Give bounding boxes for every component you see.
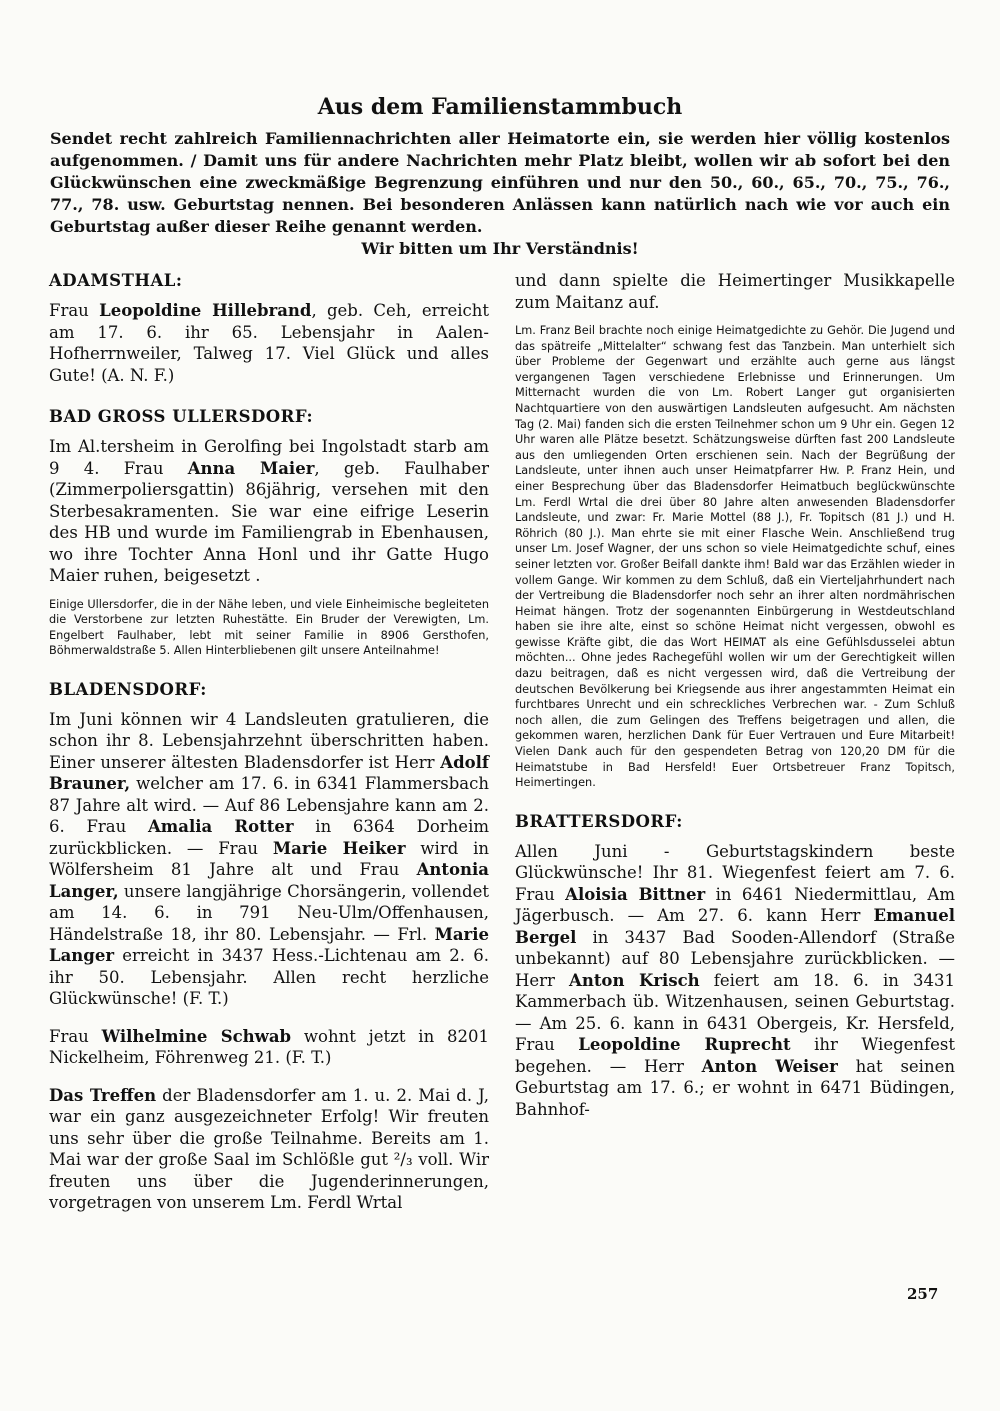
text-run: Im Al.tersheim in Gerolfing bei Ingolstadt starb am 9 4. Frau: [49, 437, 489, 478]
section-brattersdorf: [515, 811, 955, 1121]
ullersdorf-paragraph-2: Einige Ullersdorfer, die in der Nähe leben, und viele Einheimische begleiteten die Verstorbene zur letzten Ruhestätte. Ein Bruder der Verewigten, Lm. Engelbert Faulhaber, lebt mit seiner Familie in 8906 Gersthofen, Böhmerwaldstraße 5. Allen Hinterbliebenen gilt unsere Anteilnahme!: [49, 597, 489, 658]
bladensdorf-paragraph-3: [49, 1085, 489, 1214]
event-title: Das Treffen: [49, 1085, 157, 1105]
text-run: welcher am 17. 6. in 6341 Flammersbach 87 Jahre alt wird. — Auf 86 Lebensjahre kann am 2. 6. Frau: [49, 774, 489, 837]
person-name: Anton Weiser: [701, 1056, 838, 1076]
person-name: Adolf Brauner,: [49, 752, 489, 794]
text-run: unsere langjährige Chorsängerin, vollendet am 14. 6. in 791 Neu-Ulm/Offenhausen, Händelstraße 18, ihr 80. Lebensjahr. — Frl.: [49, 881, 489, 944]
text-run: in 6364 Dorheim zurückblicken. — Frau: [49, 817, 489, 858]
text-run: hat seinen Geburtstag am 17. 6.; er wohnt in 6471 Büdingen, Bahnhof-: [515, 1056, 955, 1119]
person-name: Wilhelmine Schwab: [101, 1026, 292, 1046]
person-name: Marie Heiker: [272, 838, 406, 858]
text-run: ihr Wiegenfest begehen. — Herr: [515, 1035, 956, 1076]
page-title: Aus dem Familienstammbuch: [317, 94, 683, 120]
ullersdorf-paragraph-1: [49, 436, 489, 587]
person-name: Aloisia Bittner: [565, 884, 706, 904]
section-bad-gross-ullersdorf: [49, 406, 489, 659]
text-run: feiert am 18. 6. in 3431 Kammerbach üb. Witzenhausen, seinen Geburtstag. — Am 25. 6. kann in 6431 Obergeis, Kr. Hersfeld, Frau: [515, 970, 955, 1055]
text-run: Allen Juni - Geburtstagskindern beste Glückwünsche! Ihr 81. Wiegenfest feiert am 7. 6. Frau: [515, 841, 955, 904]
intro-closing: Wir bitten um Ihr Verständnis!: [361, 239, 639, 258]
person-name: Anton Krisch: [569, 970, 700, 990]
treffen-report: Lm. Franz Beil brachte noch einige Heimatgedichte zu Gehör. Die Jugend und das spätreife „Mittelalter“ schwang fest das Tanzbein. Man unterhielt sich über Probleme der Gegenwart und erzählte auch gerne aus längst vergangenen Tagen verschiedene Erlebnisse und Erinnerungen. Um Mitternacht wurden die von Lm. Robert Langer gut organisierten Nachtquartiere von den auswärtigen Landsleuten aufgesucht. Am nächsten Tag (2. Mai) fanden sich die ersten Teilnehmer schon um 9 Uhr ein. Gegen 12 Uhr waren alle Plätze besetzt. Schätzungsweise dürften fast 200 Landsleute aus den umliegenden Orten erschienen sein. Nach der Begrüßung der Landsleute, unter ihnen auch unser Heimatpfarrer Hw. P. Franz Hein, und einer Besprechung über das Bladensdorfer Heimatbuch beglückwünschte Lm. Ferdl Wrtal die drei über 80 Jahre alten anwesenden Bladensdorfer Landsleute, und zwar: Fr. Marie Mottel (88 J.), Fr. Topitsch (81 J.) und H. Röhrich (80 J.). Man ehrte sie mit einer Flasche Wein. Anschließend trug unser Lm. Josef Wagner, der uns schon so viele Heimatgedichte schuf, eines seiner letzten vor. Großer Beifall dankte ihm! Bald war das Erzählen wieder in vollem Gange. Wir kommen zu dem Schluß, daß ein Vierteljahrhundert nach der Vertreibung die Bladensdorfer noch sehr an ihrer alten nordmährischen Heimat hängen. Trotz der sogenannten Einbürgerung in Westdeutschland haben sie ihre alte, einst so schöne Heimat nicht vergessen, obwohl es gewisse Kräfte gibt, die das Wort HEIMAT als eine Gefühlsdusselei abtun möchten... Ohne jedes Rachegefühl wollen wir um der Gerechtigkeit willen dazu beitragen, daß es nicht vergessen wird, daß die Vertreibung der deutschen Bevölkerung bei Kriegsende aus ihrer angestammten Heimat ein furchtbares Unrecht und ein schreckliches Verbrechen war. - Zum Schluß noch allen, die zum Gelingen des Treffens beigetragen und allen, die gekommen waren, herzlichen Dank für Euer Vertrauen und Eure Mitarbeit! Vielen Dank auch für den gespendeten Betrag von 120,20 DM für die Heimatstube in Bad Hersfeld! Euer Ortsbetreuer Franz Topitsch, Heimertingen.: [515, 324, 955, 790]
person-name: Leopoldine Hillebrand: [99, 301, 312, 320]
person-name: Leopoldine Ruprecht: [578, 1035, 791, 1055]
right-column: [515, 270, 955, 1120]
text-run: , geb. Faulhaber (Zimmerpoliersgattin) 86jährig, versehen mit den Sterbesakramenten. Sie war eine eifrige Leserin des HB und wurde im Familiengrab in Ebenhausen, wo ihre Tochter Anna Honl und ihr Gatte Hugo Maier ruhen, beigesetzt .: [49, 458, 489, 585]
section-heading-adamsthal: ADAMSTHAL:: [49, 271, 183, 290]
text-run: wird in Wölfersheim 81 Jahre alt und Frau: [49, 838, 490, 880]
person-name: Amalia Rotter: [148, 817, 294, 837]
left-column: [49, 270, 489, 1214]
section-adamsthal: [49, 270, 489, 386]
bladensdorf-paragraph-1: [49, 709, 489, 1010]
person-name: Emanuel Bergel: [515, 906, 955, 947]
text-run: Frau: [49, 1026, 102, 1046]
page-number: 257: [907, 1285, 939, 1303]
section-bladensdorf: [49, 679, 489, 1214]
text-run: erreicht in 3437 Hess.-Lichtenau am 2. 6. ihr 50. Lebensjahr. Allen recht herzliche Glückwünsche! (F. T.): [49, 946, 489, 1009]
bladensdorf-paragraph-2: [49, 1026, 489, 1069]
text-run: in 6461 Niedermittlau, Am Jägerbusch. — Am 27. 6. kann Herr: [515, 884, 955, 926]
text-run: , geb. Ceh, erreicht am 17. 6. ihr 65. Lebensjahr in Aalen-Hofherrnweiler, Talweg 17. Viel Glück und alles Gute! (A. N. F.): [49, 301, 489, 385]
section-heading-bad-gross-ullersdorf: BAD GROSS ULLERSDORF:: [49, 407, 314, 426]
person-name: Anna Maier: [187, 458, 315, 478]
person-name: Marie Langer: [49, 924, 489, 966]
intro-text: Sendet recht zahlreich Familiennachrichten aller Heimatorte ein, sie werden hier völlig kostenlos aufgenommen. / Damit uns für andere Nachrichten mehr Platz bleibt, wollen wir ab sofort bei den Glückwünschen eine zweckmäßige Begrenzung einführen und nur den 50., 60., 65., 70., 75., 76., 77., 78. usw. Geburtstag nennen. Bei besonderen Anlässen kann natürlich nach wie vor auch ein Geburtstag außer dieser Reihe genannt werden.: [50, 129, 950, 236]
text-run: wohnt jetzt in 8201 Nickelheim, Föhrenweg 21. (F. T.): [49, 1026, 490, 1068]
text-run: der Bladensdorfer am 1. u. 2. Mai d. J, war ein ganz ausgezeichneter Erfolg! Wir freuten uns sehr über die große Teilnahme. Bereits am 1. Mai war der große Saal im Schlößle gut ²/₃ voll. Wir freuten uns über die Jugenderinnerungen, vorgetragen von unserem Lm. Ferdl Wrtal: [49, 1085, 489, 1213]
text-run: Im Juni können wir 4 Landsleuten gratulieren, die schon ihr 8. Lebensjahrzehnt überschritten haben. Einer unserer ältesten Bladensdorfer ist Herr: [49, 709, 489, 772]
person-name: Antonia Langer,: [49, 860, 489, 901]
adamsthal-paragraph: [49, 300, 489, 386]
section-heading-bladensdorf: BLADENSDORF:: [49, 679, 207, 699]
intro-notice: [50, 128, 950, 260]
text-run: in 3437 Bad Sooden-Allendorf (Straße unbekannt) auf 80 Lebensjahre zurückblicken. — Herr: [515, 927, 955, 990]
brattersdorf-paragraph: [515, 841, 955, 1121]
continuation-paragraph: und dann spielte die Heimertinger Musikkapelle zum Maitanz auf.: [515, 271, 955, 312]
section-heading-brattersdorf: BRATTERSDORF:: [515, 811, 683, 831]
text-run: Frau: [49, 301, 100, 320]
